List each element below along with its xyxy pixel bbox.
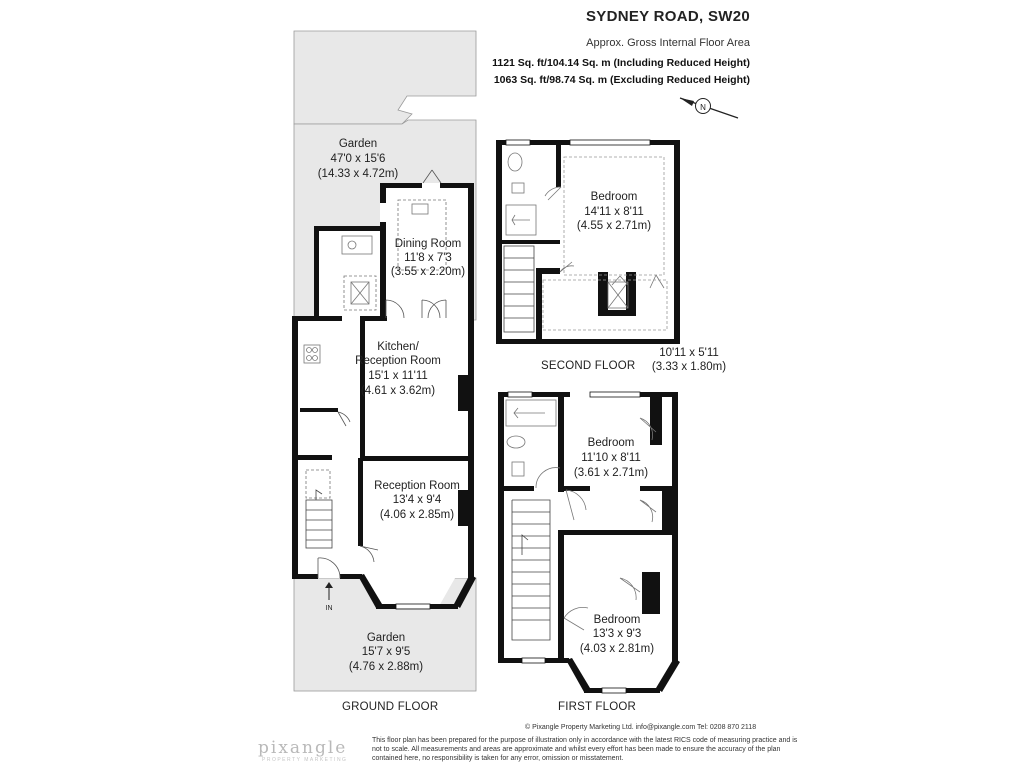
kitchen-name-line1: Kitchen/ (377, 341, 419, 353)
disclaimer-line-1: This floor plan has been prepared for the purpose of illustration only in accordance with the latest RICS code of measuring practice and is (372, 737, 798, 744)
compass-letter: N (700, 103, 706, 112)
kitchen-imperial: 15'1 x 11'11 (368, 370, 428, 382)
first-floor-front-bedroom-imperial: 13'3 x 9'3 (592, 628, 642, 640)
second-floor-extra-metric: (3.33 x 1.80m) (651, 361, 727, 373)
second-floor-extra-imperial: 10'11 x 5'11 (659, 347, 719, 359)
rear-garden-imperial: 47'0 x 15'6 (330, 153, 386, 165)
kitchen-name-line2: Reception Room (355, 355, 441, 367)
front-garden-name: Garden (366, 632, 406, 644)
copyright-line: © Pixangle Property Marketing Ltd. info@pixangle.com Tel: 0208 870 2118 (525, 724, 757, 731)
second-floor-bedroom-imperial: 14'11 x 8'11 (584, 206, 644, 218)
area-subtitle: Approx. Gross Internal Floor Area (586, 37, 750, 49)
rear-garden-metric: (14.33 x 4.72m) (317, 168, 399, 180)
front-garden-imperial: 15'7 x 9'5 (361, 646, 411, 658)
area-excluding-reduced-height: 1063 Sq. ft/98.74 Sq. m (Excluding Reduced Height) (493, 74, 750, 86)
pixangle-logo: pixangle (258, 738, 348, 758)
second-floor (496, 140, 726, 373)
property-title: SYDNEY ROAD, SW20 (585, 8, 750, 25)
second-floor-bedroom-name: Bedroom (590, 191, 638, 203)
reception-room-imperial: 13'4 x 9'4 (392, 494, 442, 506)
first-floor-front-bedroom-name: Bedroom (593, 614, 641, 626)
ground-floor-label: GROUND FLOOR (342, 701, 439, 713)
reception-room-metric: (4.06 x 2.85m) (379, 509, 455, 521)
ground-floor (292, 31, 476, 691)
first-floor-label: FIRST FLOOR (558, 701, 637, 713)
disclaimer-line-2: not to scale. All measurements and areas are approximate and whilst every effort has been made to ensure the accuracy of the plan (372, 746, 781, 753)
kitchen-metric: (4.61 x 3.62m) (360, 385, 436, 397)
second-floor-label: SECOND FLOOR (541, 360, 636, 372)
dining-room-imperial: 11'8 x 7'3 (404, 252, 452, 264)
entrance-label: IN (325, 605, 333, 612)
front-garden-metric: (4.76 x 2.88m) (348, 661, 424, 673)
rear-garden-name: Garden (338, 138, 378, 150)
first-floor-rear-bedroom-imperial: 11'10 x 8'11 (581, 452, 641, 464)
first-floor-rear-bedroom-name: Bedroom (587, 437, 635, 449)
compass-north-icon (680, 98, 738, 118)
reception-room-name: Reception Room (374, 480, 460, 492)
area-including-reduced-height: 1121 Sq. ft/104.14 Sq. m (Including Reduced Height) (492, 57, 750, 69)
first-floor-rear-bedroom-metric: (3.61 x 2.71m) (573, 467, 649, 479)
disclaimer-line-3: contained here, no responsibility is taken for any error, omission or misstatement. (372, 755, 624, 762)
dining-room-name: Dining Room (394, 238, 462, 250)
second-floor-bedroom-metric: (4.55 x 2.71m) (576, 220, 652, 232)
dining-room-metric: (3.55 x 2.20m) (390, 266, 466, 278)
first-floor (498, 392, 680, 693)
rear-garden-area (294, 31, 476, 124)
pixangle-logo-tagline: PROPERTY MARKETING (262, 757, 348, 763)
first-floor-front-bedroom-metric: (4.03 x 2.81m) (579, 643, 655, 655)
